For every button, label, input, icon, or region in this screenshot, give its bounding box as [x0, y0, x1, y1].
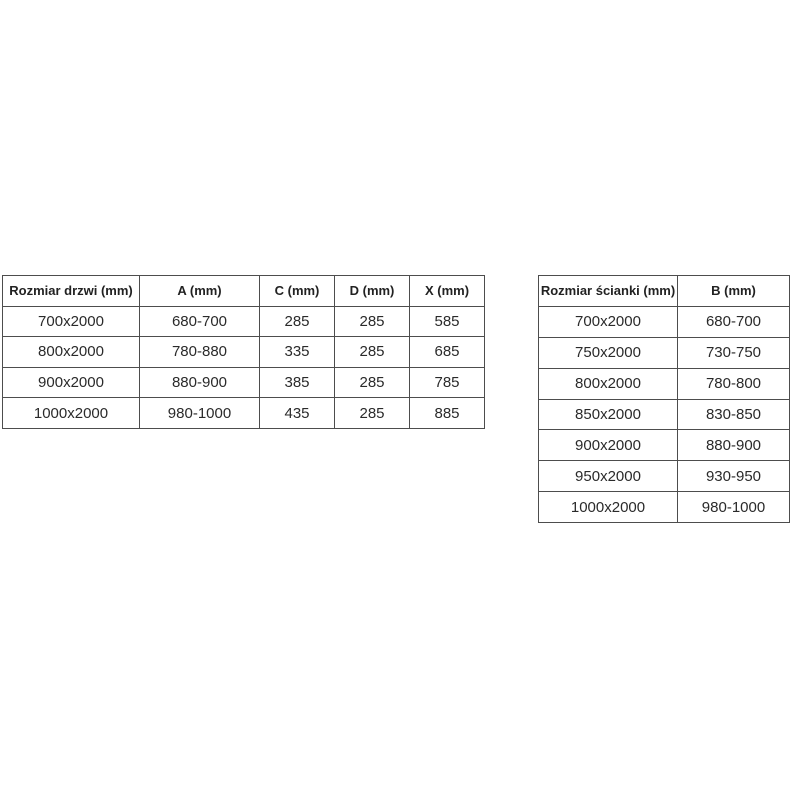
- column-header-rozmiar-scianki: Rozmiar ścianki (mm): [539, 276, 678, 307]
- table-cell: 850x2000: [539, 399, 678, 430]
- column-header-rozmiar-drzwi: Rozmiar drzwi (mm): [3, 276, 140, 307]
- table-cell: 800x2000: [3, 337, 140, 368]
- door-size-table: [2, 275, 485, 429]
- table-cell: 335: [260, 337, 335, 368]
- table-row: [3, 398, 485, 429]
- table-cell: 680-700: [140, 306, 260, 337]
- table-cell: 900x2000: [539, 430, 678, 461]
- column-header-d: D (mm): [335, 276, 410, 307]
- table-cell: 385: [260, 367, 335, 398]
- table-row: [539, 306, 790, 337]
- table-row: [3, 306, 485, 337]
- table-cell: 880-900: [678, 430, 790, 461]
- table-cell: 750x2000: [539, 337, 678, 368]
- table-cell: 730-750: [678, 337, 790, 368]
- table-cell: 700x2000: [539, 306, 678, 337]
- table-row: [539, 492, 790, 523]
- table-row: [539, 368, 790, 399]
- table-cell: 285: [335, 398, 410, 429]
- table-cell: 980-1000: [678, 492, 790, 523]
- column-header-b: B (mm): [678, 276, 790, 307]
- table-cell: 585: [410, 306, 485, 337]
- column-header-a: A (mm): [140, 276, 260, 307]
- table-cell: 285: [260, 306, 335, 337]
- table-row: [539, 337, 790, 368]
- table-cell: 900x2000: [3, 367, 140, 398]
- table-cell: 285: [335, 367, 410, 398]
- wall-table-header-row: [539, 276, 790, 307]
- column-header-x: X (mm): [410, 276, 485, 307]
- table-cell: 980-1000: [140, 398, 260, 429]
- table-row: [539, 399, 790, 430]
- door-table-header-row: [3, 276, 485, 307]
- table-cell: 435: [260, 398, 335, 429]
- table-cell: 800x2000: [539, 368, 678, 399]
- table-cell: 780-800: [678, 368, 790, 399]
- table-row: [539, 430, 790, 461]
- table-cell: 785: [410, 367, 485, 398]
- table-cell: 950x2000: [539, 461, 678, 492]
- table-cell: 1000x2000: [539, 492, 678, 523]
- table-row: [3, 367, 485, 398]
- table-cell: 1000x2000: [3, 398, 140, 429]
- wall-size-table: [538, 275, 790, 523]
- table-cell: 830-850: [678, 399, 790, 430]
- table-cell: 685: [410, 337, 485, 368]
- table-cell: 780-880: [140, 337, 260, 368]
- table-row: [3, 337, 485, 368]
- table-cell: 880-900: [140, 367, 260, 398]
- table-cell: 930-950: [678, 461, 790, 492]
- table-cell: 885: [410, 398, 485, 429]
- column-header-c: C (mm): [260, 276, 335, 307]
- table-cell: 285: [335, 306, 410, 337]
- table-cell: 680-700: [678, 306, 790, 337]
- table-cell: 700x2000: [3, 306, 140, 337]
- table-row: [539, 461, 790, 492]
- table-cell: 285: [335, 337, 410, 368]
